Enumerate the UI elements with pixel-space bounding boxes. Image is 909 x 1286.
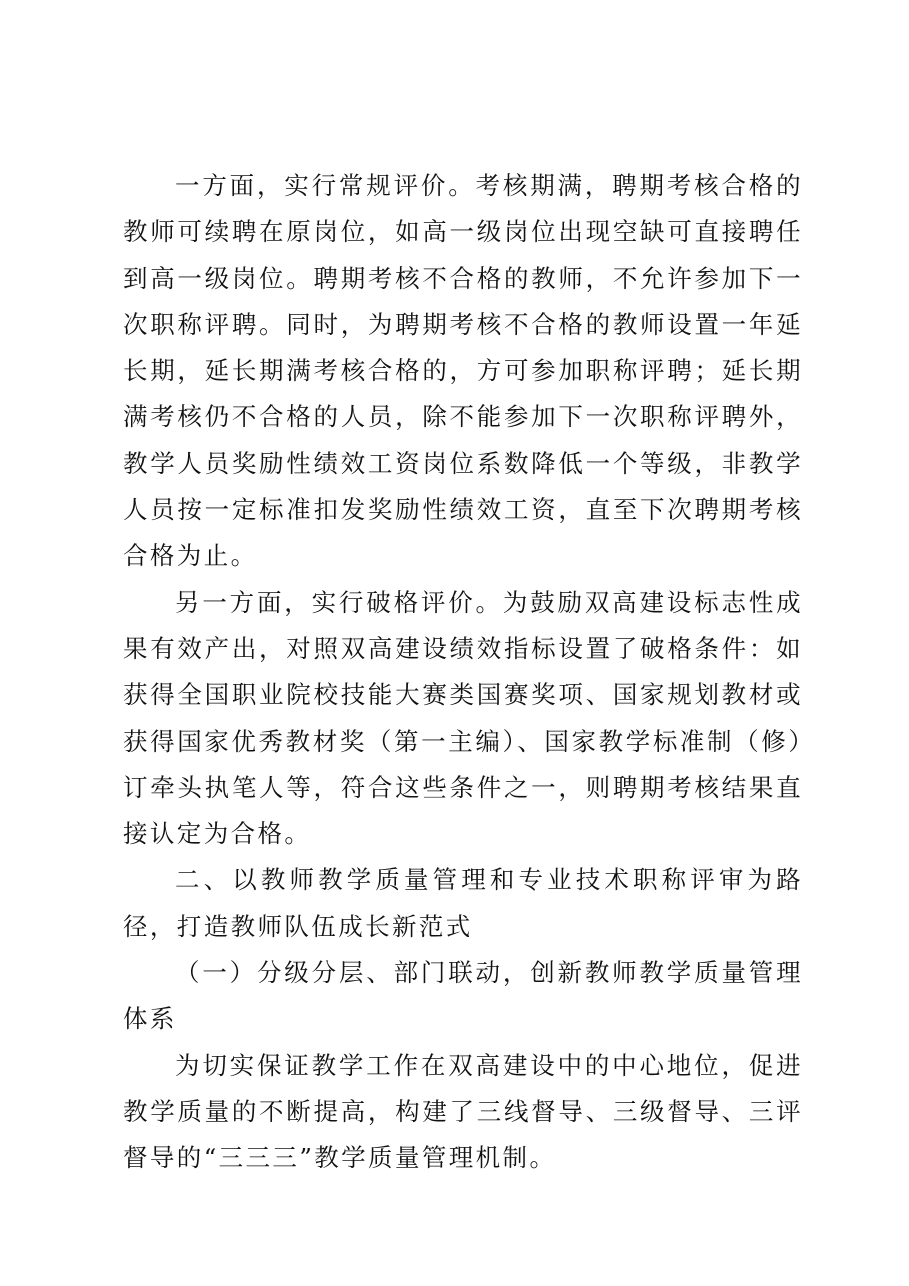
section-heading-two: 二、以教师教学质量管理和专业技术职称评审为路径，打造教师队伍成长新范式: [123, 865, 803, 941]
subsection-heading-one: （一）分级分层、部门联动，创新教师教学质量管理体系: [123, 958, 803, 1034]
paragraph-quality-management: 为切实保证教学工作在双高建设中的中心地位，促进教学质量的不断提高，构建了三线督导、三级督导、三评督导的“三三三”教学质量管理机制。: [123, 1050, 803, 1173]
document-body: [123, 163, 803, 1182]
paragraph-regular-evaluation: 一方面，实行常规评价。考核期满，聘期考核合格的教师可续聘在原岗位，如高一级岗位出现空缺可直接聘任到高一级岗位。聘期考核不合格的教师，不允许参加下一次职称评聘。同时，为聘期考核不合格的教师设置一年延长期，延长期满考核合格的，方可参加职称评聘；延长期满考核仍不合格的人员，除不能参加下一次职称评聘外，教学人员奖励性绩效工资岗位系数降低一个等级，非教学人员按一定标准扣发奖励性绩效工资，直至下次聘期考核合格为止。: [123, 171, 803, 571]
paragraph-exceptional-evaluation: 另一方面，实行破格评价。为鼓励双高建设标志性成果有效产出，对照双高建设绩效指标设置了破格条件：如获得全国职业院校技能大赛类国赛奖项、国家规划教材或获得国家优秀教材奖（第一主编）、国家教学标准制（修）订牵头执笔人等，符合这些条件之一，则聘期考核结果直接认定为合格。: [123, 587, 803, 849]
